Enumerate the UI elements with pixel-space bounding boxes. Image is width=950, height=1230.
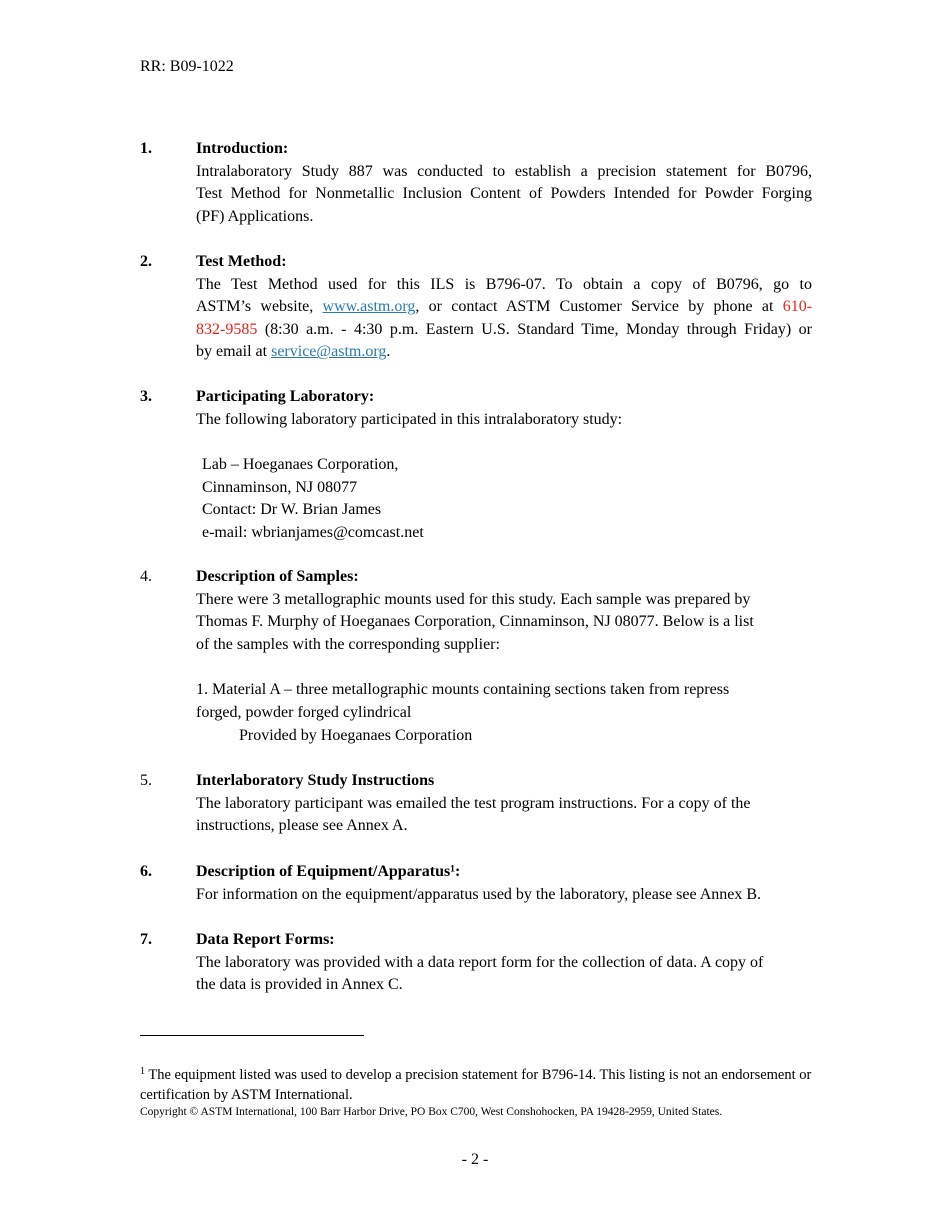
section-introduction xyxy=(140,138,812,228)
section-test-method xyxy=(140,251,812,364)
section-title: Participating Laboratory: xyxy=(196,388,375,405)
body-line: instructions, please see Annex A. xyxy=(196,817,408,835)
section-number: 3. xyxy=(140,388,152,405)
material-line: 1. Material A – three metallographic mounts containing sections taken from repress xyxy=(196,681,730,699)
section-title: Test Method: xyxy=(196,253,287,270)
section-equipment xyxy=(140,861,812,906)
footnote-divider xyxy=(140,1035,364,1036)
text-fragment: by email at xyxy=(196,343,272,361)
section-number: 7. xyxy=(140,931,152,948)
section-number: 2. xyxy=(140,253,152,270)
footnote xyxy=(140,1065,812,1105)
body-line: (PF) Applications. xyxy=(196,207,314,225)
material-supplier: Provided by Hoeganaes Corporation xyxy=(239,726,473,744)
section-number: 6. xyxy=(140,863,152,880)
body-line xyxy=(196,319,812,342)
body-line: For information on the equipment/apparatus used by the laboratory, please see Annex B. xyxy=(196,885,762,903)
email-link[interactable]: service@astm.org xyxy=(271,343,387,361)
text-fragment: (8:30 a.m. - 4:30 p.m. Eastern U.S. Standard Time, Monday through Friday) or xyxy=(257,320,812,338)
lab-contact: Contact: Dr W. Brian James xyxy=(202,501,382,519)
body-line: the data is provided in Annex C. xyxy=(196,976,403,994)
material-line: forged, powder forged cylindrical xyxy=(196,703,412,721)
section-number: 5. xyxy=(140,772,152,789)
page-number: - 2 - xyxy=(461,1151,489,1168)
body-line: The Test Method used for this ILS is B796-07. To obtain a copy of B0796, go to xyxy=(196,275,812,293)
body-line: Intralaboratory Study 887 was conducted to establish a precision statement for B0796, xyxy=(196,162,812,180)
report-id-header: RR: B09-1022 xyxy=(140,58,234,75)
section-title: Introduction: xyxy=(196,140,289,157)
body-line: The laboratory participant was emailed the test program instructions. For a copy of the xyxy=(196,794,751,812)
section-title: Description of Samples: xyxy=(196,568,359,585)
text-fragment: , or contact ASTM Customer Service by phone at xyxy=(415,298,783,316)
website-link[interactable]: www.astm.org xyxy=(322,298,416,316)
phone-number-part: 610- xyxy=(782,298,813,316)
section-participating-laboratory xyxy=(140,386,812,545)
section-study-instructions xyxy=(140,770,812,838)
body-line: The following laboratory participated in this intralaboratory study: xyxy=(196,410,623,428)
lab-address: Cinnaminson, NJ 08077 xyxy=(202,478,358,496)
body-line: Test Method for Nonmetallic Inclusion Content of Powders Intended for Powder Forging xyxy=(196,185,812,203)
section-title: Data Report Forms: xyxy=(196,931,335,948)
lab-name: Lab – Hoeganaes Corporation, xyxy=(202,456,399,474)
body-line xyxy=(196,296,812,319)
section-title: Interlaboratory Study Instructions xyxy=(196,772,435,789)
footnote-text: The equipment listed was used to develop a precision statement for B796-14. This listing is not an endorsement or certification by ASTM International. xyxy=(140,1067,812,1103)
body-line: Thomas F. Murphy of Hoeganaes Corporation, Cinnaminson, NJ 08077. Below is a list xyxy=(196,613,754,631)
section-description-of-samples xyxy=(140,566,812,747)
body-line xyxy=(196,341,812,364)
phone-number-part: 832-9585 xyxy=(196,320,258,338)
text-fragment: . xyxy=(386,343,391,361)
section-number: 1. xyxy=(140,140,152,157)
section-data-report-forms xyxy=(140,929,812,997)
copyright-notice: Copyright © ASTM International, 100 Barr Harbor Drive, PO Box C700, West Conshohocken, PA 19428-2959, United States. xyxy=(140,1106,723,1118)
body-line: of the samples with the corresponding supplier: xyxy=(196,635,500,653)
section-number: 4. xyxy=(140,568,152,585)
section-title: Description of Equipment/Apparatus¹: xyxy=(196,863,461,880)
text-fragment: ASTM’s website, xyxy=(196,298,323,316)
body-line: There were 3 metallographic mounts used for this study. Each sample was prepared by xyxy=(196,590,751,608)
lab-email: e-mail: wbrianjames@comcast.net xyxy=(202,523,424,541)
body-line: The laboratory was provided with a data report form for the collection of data. A copy of xyxy=(196,953,764,971)
footnote-marker: 1 xyxy=(140,1066,145,1077)
